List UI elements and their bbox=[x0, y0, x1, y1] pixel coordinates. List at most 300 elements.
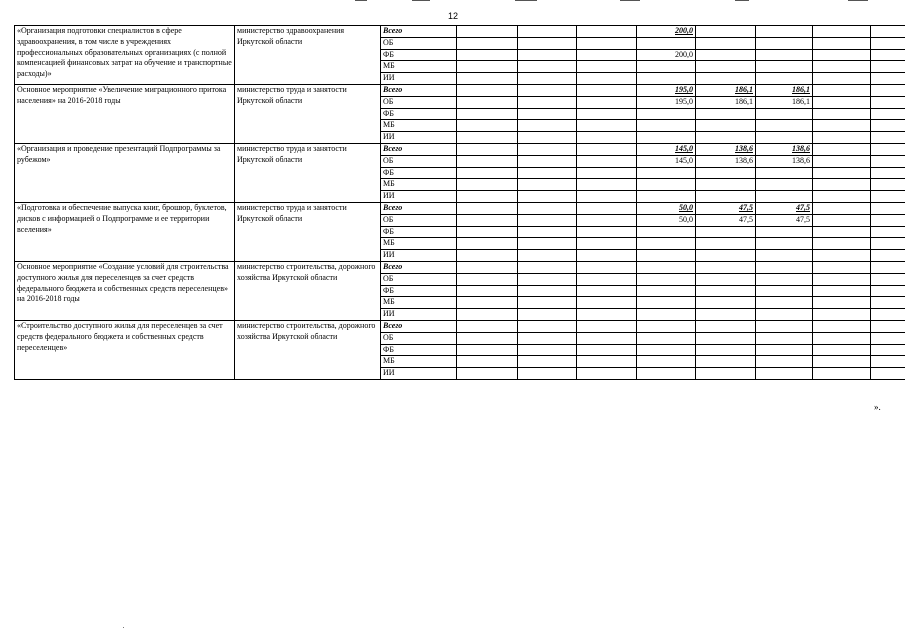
value-cell bbox=[518, 191, 577, 203]
value-text: 47,5 bbox=[739, 214, 753, 224]
value-cell bbox=[518, 344, 577, 356]
value-cell bbox=[457, 61, 518, 73]
value-cell bbox=[756, 320, 813, 332]
value-cell bbox=[756, 191, 813, 203]
value-cell bbox=[813, 37, 871, 49]
funding-source: ИИ bbox=[381, 73, 457, 85]
value-cell bbox=[577, 191, 637, 203]
value-cell bbox=[813, 226, 871, 238]
funding-source: ИИ bbox=[381, 132, 457, 144]
funding-source: МБ bbox=[381, 238, 457, 250]
executor-name: министерство труда и занятости Иркутской области bbox=[235, 202, 381, 261]
value-cell bbox=[756, 37, 813, 49]
value-cell bbox=[813, 84, 871, 96]
value-cell bbox=[756, 273, 813, 285]
value-cell bbox=[871, 37, 905, 49]
value-cell bbox=[696, 356, 756, 368]
value-cell bbox=[813, 297, 871, 309]
value-text: 138,6 bbox=[735, 143, 753, 153]
value-text: 138,6 bbox=[735, 155, 753, 165]
value-cell bbox=[577, 132, 637, 144]
value-text: 200,0 bbox=[675, 49, 693, 59]
value-cell bbox=[518, 143, 577, 155]
value-cell bbox=[756, 368, 813, 380]
value-cell bbox=[696, 202, 756, 214]
value-cell bbox=[457, 297, 518, 309]
funding-source: МБ bbox=[381, 61, 457, 73]
value-cell bbox=[696, 73, 756, 85]
value-cell bbox=[696, 320, 756, 332]
value-cell bbox=[577, 120, 637, 132]
value-cell bbox=[813, 167, 871, 179]
value-cell bbox=[813, 368, 871, 380]
value-cell bbox=[457, 214, 518, 226]
value-text: 50,0 bbox=[679, 202, 693, 212]
value-cell bbox=[813, 49, 871, 61]
value-cell bbox=[457, 261, 518, 273]
value-cell bbox=[637, 191, 696, 203]
scan-artifact bbox=[515, 0, 537, 1]
funding-source: Всего bbox=[381, 320, 457, 332]
value-cell bbox=[577, 155, 637, 167]
value-cell bbox=[871, 84, 905, 96]
funding-source: ИИ bbox=[381, 250, 457, 262]
value-cell bbox=[577, 167, 637, 179]
value-cell bbox=[696, 273, 756, 285]
value-cell bbox=[577, 273, 637, 285]
value-cell bbox=[696, 250, 756, 262]
value-cell bbox=[756, 261, 813, 273]
funding-source: ОБ bbox=[381, 155, 457, 167]
funding-source: ИИ bbox=[381, 191, 457, 203]
value-cell bbox=[813, 143, 871, 155]
value-cell bbox=[577, 250, 637, 262]
value-text: 145,0 bbox=[675, 155, 693, 165]
value-cell bbox=[871, 143, 905, 155]
value-cell bbox=[756, 120, 813, 132]
value-cell bbox=[756, 167, 813, 179]
value-cell bbox=[756, 344, 813, 356]
value-cell bbox=[577, 61, 637, 73]
scan-speck bbox=[123, 627, 124, 628]
table-row bbox=[15, 261, 905, 273]
funding-source: ИИ bbox=[381, 309, 457, 321]
value-cell bbox=[871, 320, 905, 332]
value-cell bbox=[871, 344, 905, 356]
value-cell bbox=[457, 368, 518, 380]
funding-source: Всего bbox=[381, 26, 457, 38]
value-cell bbox=[696, 84, 756, 96]
value-cell bbox=[756, 309, 813, 321]
funding-source: МБ bbox=[381, 120, 457, 132]
value-cell bbox=[696, 120, 756, 132]
value-cell bbox=[756, 132, 813, 144]
value-cell bbox=[871, 250, 905, 262]
value-cell bbox=[696, 191, 756, 203]
table-row bbox=[15, 26, 905, 38]
value-cell bbox=[696, 344, 756, 356]
value-cell bbox=[756, 96, 813, 108]
funding-source: МБ bbox=[381, 297, 457, 309]
value-cell bbox=[577, 214, 637, 226]
value-cell bbox=[457, 26, 518, 38]
value-cell bbox=[577, 26, 637, 38]
activity-name: «Подготовка и обеспечение выпуска книг, брошюр, буклетов, дисков с информацией о Подпрограмме и ее территории вселения» bbox=[15, 202, 235, 261]
value-text: 195,0 bbox=[675, 96, 693, 106]
executor-name: министерство труда и занятости Иркутской области bbox=[235, 143, 381, 202]
value-text: 186,1 bbox=[792, 84, 810, 94]
value-cell bbox=[637, 368, 696, 380]
value-cell bbox=[518, 84, 577, 96]
value-cell bbox=[637, 285, 696, 297]
value-cell bbox=[637, 96, 696, 108]
value-text: 47,5 bbox=[739, 202, 753, 212]
value-cell bbox=[871, 214, 905, 226]
executor-name: министерство здравоохранения Иркутской области bbox=[235, 26, 381, 85]
value-cell bbox=[577, 356, 637, 368]
value-cell bbox=[637, 356, 696, 368]
value-cell bbox=[696, 61, 756, 73]
value-cell bbox=[696, 238, 756, 250]
value-cell bbox=[518, 368, 577, 380]
funding-source: ОБ bbox=[381, 214, 457, 226]
value-cell bbox=[871, 61, 905, 73]
value-cell bbox=[696, 368, 756, 380]
page-number: 12 bbox=[448, 11, 459, 21]
value-cell bbox=[813, 202, 871, 214]
value-cell bbox=[637, 37, 696, 49]
value-cell bbox=[871, 202, 905, 214]
value-cell bbox=[637, 320, 696, 332]
value-text: 47,5 bbox=[796, 202, 810, 212]
value-cell bbox=[518, 155, 577, 167]
value-cell bbox=[457, 96, 518, 108]
value-cell bbox=[457, 332, 518, 344]
funding-source: ФБ bbox=[381, 344, 457, 356]
value-cell bbox=[696, 214, 756, 226]
value-cell bbox=[756, 26, 813, 38]
funding-source: ИИ bbox=[381, 368, 457, 380]
value-cell bbox=[871, 261, 905, 273]
value-cell bbox=[577, 37, 637, 49]
scan-artifact bbox=[848, 0, 868, 1]
value-cell bbox=[871, 155, 905, 167]
value-cell bbox=[637, 49, 696, 61]
value-cell bbox=[577, 84, 637, 96]
closing-quote-mark: ». bbox=[874, 402, 881, 412]
value-cell bbox=[457, 285, 518, 297]
value-cell bbox=[813, 356, 871, 368]
value-cell bbox=[637, 214, 696, 226]
value-cell bbox=[637, 179, 696, 191]
value-cell bbox=[813, 26, 871, 38]
value-cell bbox=[871, 273, 905, 285]
value-cell bbox=[871, 285, 905, 297]
value-text: 186,1 bbox=[735, 84, 753, 94]
value-cell bbox=[518, 132, 577, 144]
value-cell bbox=[871, 49, 905, 61]
value-cell bbox=[871, 309, 905, 321]
value-cell bbox=[871, 73, 905, 85]
value-cell bbox=[756, 214, 813, 226]
value-cell bbox=[813, 191, 871, 203]
value-cell bbox=[518, 37, 577, 49]
value-cell bbox=[457, 250, 518, 262]
value-cell bbox=[457, 179, 518, 191]
value-cell bbox=[518, 49, 577, 61]
value-cell bbox=[518, 250, 577, 262]
value-cell bbox=[637, 226, 696, 238]
value-cell bbox=[518, 285, 577, 297]
value-cell bbox=[518, 73, 577, 85]
value-cell bbox=[518, 61, 577, 73]
table-row bbox=[15, 202, 905, 214]
value-cell bbox=[696, 108, 756, 120]
value-cell bbox=[813, 344, 871, 356]
value-cell bbox=[696, 143, 756, 155]
value-cell bbox=[577, 344, 637, 356]
value-text: 50,0 bbox=[679, 214, 693, 224]
value-cell bbox=[518, 202, 577, 214]
value-cell bbox=[871, 368, 905, 380]
value-cell bbox=[813, 320, 871, 332]
value-cell bbox=[813, 238, 871, 250]
table-row bbox=[15, 84, 905, 96]
value-cell bbox=[577, 202, 637, 214]
funding-source: Всего bbox=[381, 261, 457, 273]
value-cell bbox=[871, 120, 905, 132]
value-cell bbox=[577, 238, 637, 250]
activity-name: Основное мероприятие «Увеличение миграционного притока населения» на 2016-2018 годы bbox=[15, 84, 235, 143]
activity-name: «Организация и проведение презентаций Подпрограммы за рубежом» bbox=[15, 143, 235, 202]
value-cell bbox=[756, 155, 813, 167]
funding-source: ФБ bbox=[381, 167, 457, 179]
value-cell bbox=[871, 226, 905, 238]
value-cell bbox=[457, 155, 518, 167]
value-cell bbox=[637, 297, 696, 309]
value-cell bbox=[756, 250, 813, 262]
value-cell bbox=[518, 226, 577, 238]
value-cell bbox=[696, 96, 756, 108]
funding-source: МБ bbox=[381, 356, 457, 368]
value-cell bbox=[577, 96, 637, 108]
value-cell bbox=[577, 297, 637, 309]
scan-artifact bbox=[620, 0, 640, 1]
value-cell bbox=[577, 320, 637, 332]
value-cell bbox=[871, 167, 905, 179]
budget-table bbox=[14, 25, 905, 380]
value-cell bbox=[457, 143, 518, 155]
value-cell bbox=[577, 73, 637, 85]
value-cell bbox=[518, 179, 577, 191]
value-cell bbox=[577, 143, 637, 155]
value-cell bbox=[813, 285, 871, 297]
value-cell bbox=[457, 238, 518, 250]
value-text: 145,0 bbox=[675, 143, 693, 153]
value-text: 186,1 bbox=[792, 96, 810, 106]
value-cell bbox=[457, 167, 518, 179]
value-cell bbox=[696, 132, 756, 144]
value-text: 200,0 bbox=[675, 26, 693, 35]
value-cell bbox=[813, 250, 871, 262]
value-cell bbox=[637, 273, 696, 285]
funding-source: МБ bbox=[381, 179, 457, 191]
value-cell bbox=[813, 73, 871, 85]
value-cell bbox=[457, 309, 518, 321]
value-cell bbox=[813, 332, 871, 344]
value-cell bbox=[637, 238, 696, 250]
executor-name: министерство труда и занятости Иркутской области bbox=[235, 84, 381, 143]
value-cell bbox=[871, 179, 905, 191]
value-cell bbox=[871, 297, 905, 309]
value-cell bbox=[756, 297, 813, 309]
funding-source: ФБ bbox=[381, 226, 457, 238]
value-cell bbox=[637, 26, 696, 38]
value-cell bbox=[756, 285, 813, 297]
value-cell bbox=[457, 202, 518, 214]
value-cell bbox=[577, 226, 637, 238]
value-cell bbox=[637, 155, 696, 167]
value-cell bbox=[518, 167, 577, 179]
value-cell bbox=[637, 143, 696, 155]
value-cell bbox=[756, 238, 813, 250]
value-cell bbox=[457, 84, 518, 96]
value-cell bbox=[696, 297, 756, 309]
value-cell bbox=[871, 96, 905, 108]
value-text: 138,6 bbox=[792, 143, 810, 153]
value-cell bbox=[813, 61, 871, 73]
value-cell bbox=[518, 273, 577, 285]
value-cell bbox=[871, 332, 905, 344]
value-cell bbox=[577, 49, 637, 61]
value-cell bbox=[813, 214, 871, 226]
value-cell bbox=[813, 120, 871, 132]
value-cell bbox=[637, 61, 696, 73]
value-cell bbox=[518, 214, 577, 226]
value-cell bbox=[696, 26, 756, 38]
value-cell bbox=[457, 273, 518, 285]
value-cell bbox=[637, 84, 696, 96]
value-cell bbox=[457, 344, 518, 356]
executor-name: министерство строительства, дорожного хозяйства Иркутской области bbox=[235, 261, 381, 320]
funding-source: ОБ bbox=[381, 273, 457, 285]
scan-artifact bbox=[412, 0, 430, 1]
budget-table-body bbox=[15, 26, 905, 380]
value-cell bbox=[756, 356, 813, 368]
value-cell bbox=[696, 285, 756, 297]
funding-source: ОБ bbox=[381, 96, 457, 108]
value-cell bbox=[813, 155, 871, 167]
value-cell bbox=[756, 179, 813, 191]
executor-name: министерство строительства, дорожного хозяйства Иркутской области bbox=[235, 320, 381, 379]
value-cell bbox=[871, 238, 905, 250]
funding-source: ФБ bbox=[381, 49, 457, 61]
value-cell bbox=[696, 179, 756, 191]
funding-source: Всего bbox=[381, 202, 457, 214]
value-cell bbox=[457, 132, 518, 144]
value-cell bbox=[577, 108, 637, 120]
value-cell bbox=[756, 49, 813, 61]
value-cell bbox=[457, 226, 518, 238]
value-cell bbox=[871, 132, 905, 144]
value-cell bbox=[457, 108, 518, 120]
value-cell bbox=[871, 191, 905, 203]
value-cell bbox=[518, 120, 577, 132]
value-cell bbox=[637, 132, 696, 144]
value-cell bbox=[518, 320, 577, 332]
value-cell bbox=[637, 202, 696, 214]
funding-source: ОБ bbox=[381, 37, 457, 49]
value-cell bbox=[637, 108, 696, 120]
value-cell bbox=[871, 26, 905, 38]
value-cell bbox=[457, 73, 518, 85]
value-cell bbox=[813, 309, 871, 321]
value-cell bbox=[696, 37, 756, 49]
value-cell bbox=[756, 226, 813, 238]
funding-source: Всего bbox=[381, 143, 457, 155]
value-cell bbox=[813, 108, 871, 120]
value-cell bbox=[696, 226, 756, 238]
scan-artifact bbox=[355, 0, 367, 1]
value-cell bbox=[696, 167, 756, 179]
value-cell bbox=[637, 250, 696, 262]
value-cell bbox=[637, 332, 696, 344]
value-cell bbox=[577, 309, 637, 321]
value-cell bbox=[518, 261, 577, 273]
value-cell bbox=[457, 356, 518, 368]
value-cell bbox=[696, 332, 756, 344]
table-row bbox=[15, 143, 905, 155]
scan-artifact bbox=[735, 0, 749, 1]
value-cell bbox=[696, 49, 756, 61]
funding-source: ОБ bbox=[381, 332, 457, 344]
value-cell bbox=[813, 273, 871, 285]
activity-name: Основное мероприятие «Создание условий для строительства доступного жилья для переселенцев за счет средств федерального бюджета и собственных средств переселенцев» на 2016-2018 годы bbox=[15, 261, 235, 320]
value-cell bbox=[637, 261, 696, 273]
value-cell bbox=[871, 108, 905, 120]
value-cell bbox=[637, 167, 696, 179]
value-cell bbox=[756, 73, 813, 85]
table-row bbox=[15, 320, 905, 332]
value-cell bbox=[637, 309, 696, 321]
value-cell bbox=[756, 61, 813, 73]
value-cell bbox=[813, 179, 871, 191]
value-cell bbox=[457, 49, 518, 61]
value-cell bbox=[577, 179, 637, 191]
value-cell bbox=[518, 332, 577, 344]
value-cell bbox=[457, 37, 518, 49]
value-cell bbox=[457, 120, 518, 132]
value-text: 195,0 bbox=[675, 84, 693, 94]
value-cell bbox=[577, 261, 637, 273]
value-text: 138,6 bbox=[792, 155, 810, 165]
value-cell bbox=[518, 297, 577, 309]
value-cell bbox=[637, 73, 696, 85]
value-cell bbox=[457, 320, 518, 332]
activity-name: «Организация подготовки специалистов в сфере здравоохранения, в том числе в учреждениях профессиональных образовательных организациях (с полной компенсацией финансовых затрат на обучение и транспортные расходы)» bbox=[15, 26, 235, 85]
value-cell bbox=[457, 191, 518, 203]
value-cell bbox=[696, 261, 756, 273]
value-cell bbox=[518, 96, 577, 108]
value-cell bbox=[637, 120, 696, 132]
value-cell bbox=[518, 26, 577, 38]
activity-name: «Строительство доступного жилья для переселенцев за счет средств федерального бюджета и собственных средств переселенцев» bbox=[15, 320, 235, 379]
value-cell bbox=[756, 108, 813, 120]
value-text: 47,5 bbox=[796, 214, 810, 224]
value-cell bbox=[577, 332, 637, 344]
value-cell bbox=[756, 84, 813, 96]
funding-source: Всего bbox=[381, 84, 457, 96]
